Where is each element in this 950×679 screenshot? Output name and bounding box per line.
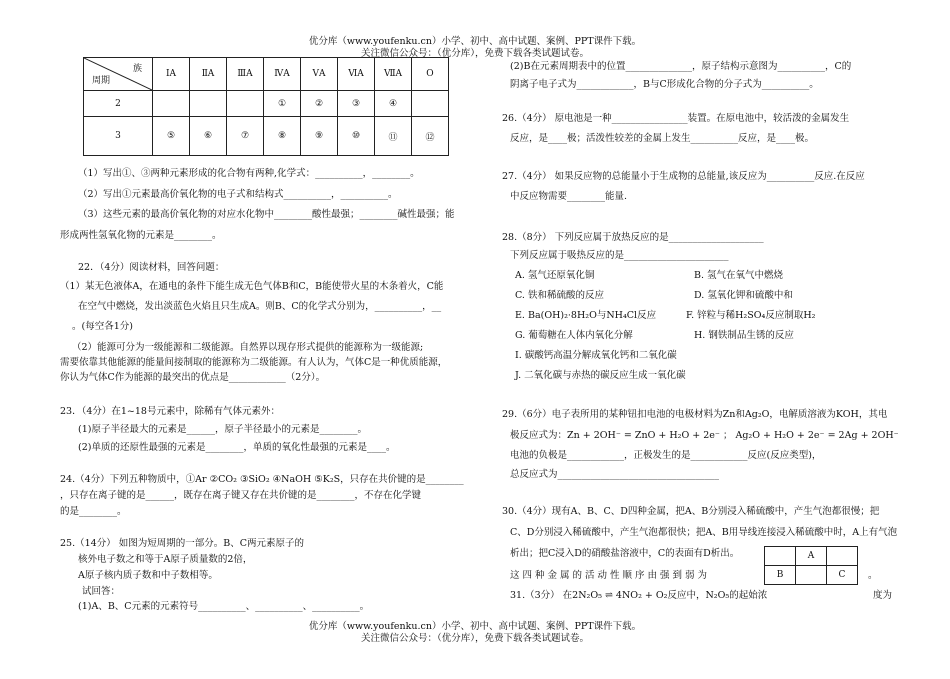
q25-part1: (1)A、B、C元素的元素符号__________、__________、__________。 bbox=[78, 601, 370, 612]
header-line-2: 关注微信公众号：（优分库），免费下载各类试题试卷。 bbox=[360, 48, 589, 59]
q30-line4: 这四种金属的活动性顺序由强到弱为 bbox=[510, 570, 711, 581]
table-cell: ⑩ bbox=[338, 117, 375, 156]
table-cell: ① bbox=[264, 91, 301, 117]
q30-line2: C、D分别浸入稀硫酸中，产生气泡都很快；把A、B用导线连接浸入稀硫酸中时，A上有气泡 bbox=[510, 527, 898, 538]
q28-option-j: J. 二氧化碳与赤热的碳反应生成一氧化碳 bbox=[515, 370, 686, 381]
group-header: ⅢA bbox=[227, 58, 264, 91]
q28-option-d: D. 氢氧化钾和硫酸中和 bbox=[694, 290, 793, 301]
q30-line1: 30.（4分）现有A、B、C、D四种金属，把A、B分别浸入稀硫酸中，产生气泡都很慢；把 bbox=[502, 506, 880, 517]
table-cell: ⑧ bbox=[264, 117, 301, 156]
q29-line2: 极反应式为：Zn + 2OH⁻ = ZnO + H₂O + 2e⁻ ； Ag₂O + H₂O + 2e⁻ = 2Ag + 2OH⁻ bbox=[510, 430, 899, 441]
q22-title: 22．（4分）阅读材料，回答问题： bbox=[78, 262, 225, 273]
q22-p1-line1: （1）某无色液体A，在通电的条件下能生成无色气体B和C，B能使带火星的木条着火，C能 bbox=[60, 281, 444, 292]
q27-line2: 中反应物需要________能量. bbox=[510, 191, 628, 202]
q27-line1: 27.（4分） 如果反应物的总能量小于生成物的总能量,该反应为__________反应.在反应 bbox=[502, 171, 865, 182]
q31-line1-end: 度为 bbox=[873, 590, 893, 601]
q28-line1: 28.（8分） 下列反应属于放热反应的是____________________ bbox=[502, 232, 764, 243]
periodic-table-fragment bbox=[83, 57, 449, 156]
table-cell bbox=[227, 91, 264, 117]
grid-cell bbox=[796, 566, 827, 585]
q28-option-e: E. Ba(OH)₂·8H₂O与NH₄Cl反应 bbox=[515, 310, 657, 321]
q21-part3-cont: 形成两性氢氧化物的元素是________。 bbox=[60, 230, 222, 241]
footer-line-2: 关注微信公众号：（优分库），免费下载各类试题试卷。 bbox=[360, 633, 589, 644]
table-cell: ④ bbox=[375, 91, 412, 117]
q24-line3: 的是________。 bbox=[60, 506, 127, 517]
q28-line2: 下列反应属于吸热反应的是______________________ bbox=[510, 250, 729, 261]
q26-line2: 反应，是____极；活泼性较差的金属上发生__________反应，是____极。 bbox=[510, 133, 815, 144]
table-cell bbox=[412, 91, 449, 117]
q28-option-f: F. 锌粒与稀H₂SO₄反应制取H₂ bbox=[686, 310, 816, 321]
table-cell: ⑦ bbox=[227, 117, 264, 156]
footer-line-1: 优分库（www.youfenku.cn）小学、初中、高中试题、案例、PPT课件下载。 bbox=[308, 621, 642, 632]
q28-option-c: C. 铁和稀硫酸的反应 bbox=[515, 290, 604, 301]
group-header: ⅥA bbox=[338, 58, 375, 91]
table-cell: ⑤ bbox=[153, 117, 190, 156]
period-label: 2 bbox=[84, 91, 153, 117]
q28-option-b: B. 氢气在氧气中燃烧 bbox=[694, 270, 784, 281]
header-line-1: 优分库（www.youfenku.cn）小学、初中、高中试题、案例、PPT课件下载。 bbox=[308, 36, 642, 47]
table-cell: ⑪ bbox=[375, 117, 412, 156]
table-corner bbox=[84, 58, 153, 91]
q28-option-i: I. 碳酸钙高温分解成氧化钙和二氧化碳 bbox=[515, 350, 677, 361]
q31-line1: 31.（3分） 在2N₂O₅ ⇌ 4NO₂ + O₂反应中，N₂O₅的起始浓 bbox=[510, 590, 768, 601]
group-header: ⅡA bbox=[190, 58, 227, 91]
q21-part3: （3）这些元素的最高价氧化物的对应水化物中________酸性最强；________碱性最强；能 bbox=[78, 209, 455, 220]
table-cell: ⑨ bbox=[301, 117, 338, 156]
period-label: 3 bbox=[84, 117, 153, 156]
q25-line3: A原子核内质子数和中子数相等。 bbox=[78, 570, 218, 581]
grid-cell bbox=[827, 547, 858, 566]
q28-option-g: G. 葡萄糖在人体内氧化分解 bbox=[515, 330, 633, 341]
q25-line2: 核外电子数之和等于A原子质量数的2倍， bbox=[78, 554, 253, 565]
q22-p2-line2: 需要依靠其他能源的能量间接制取的能源称为二级能源。有人认为，气体C是一种优质能源， bbox=[60, 357, 448, 368]
group-header: ⅣA bbox=[264, 58, 301, 91]
q23-title: 23．（4分）在1~18号元素中，除稀有气体元素外： bbox=[60, 406, 280, 417]
corner-period-label: 周期 bbox=[92, 76, 111, 86]
q22-p2-line1: （2）能源可分为一级能源和二级能源。自然界以现存形式提供的能源称为一级能源; bbox=[72, 342, 424, 353]
q30-line3: 析出；把C浸入D的硝酸盐溶液中，C的表面有D析出。 bbox=[510, 548, 740, 559]
metal-position-grid bbox=[764, 546, 858, 585]
grid-trailer: 。 bbox=[868, 570, 878, 581]
grid-cell: C bbox=[827, 566, 858, 585]
q22-p1-line2: 在空气中燃烧，发出淡蓝色火焰且只生成A。则B、C的化学式分别为，__________，__ bbox=[78, 301, 442, 312]
table-cell bbox=[190, 91, 227, 117]
q24-line1: 24.（4分）下列五种物质中，①Ar ②CO₂ ③SiO₂ ④NaOH ⑤K₂S，只存在共价键的是________ bbox=[60, 474, 464, 485]
grid-cell: B bbox=[765, 566, 796, 585]
q25-prompt: 试回答： bbox=[82, 586, 121, 597]
q24-line2: ，只存在离子键的是______，既存在离子键又存在共价键的是________，不存在化学键 bbox=[60, 490, 422, 501]
table-cell: ⑥ bbox=[190, 117, 227, 156]
q22-p2-line3: 你认为气体C作为能源的最突出的优点是____________（2分）。 bbox=[60, 372, 326, 383]
table-cell: ② bbox=[301, 91, 338, 117]
table-cell: ⑫ bbox=[412, 117, 449, 156]
table-cell: ③ bbox=[338, 91, 375, 117]
q22-p1-note: 。(每空各1分) bbox=[72, 321, 133, 332]
q26-line1: 26.（4分） 原电池是一种________________装置。在原电池中，较活泼的金属发生 bbox=[502, 113, 850, 124]
q21-part1: （1）写出①、③两种元素形成的化合物有两种,化学式：__________，________。 bbox=[78, 168, 420, 179]
q29-line1: 29.（6分）电子表所用的某种钮扣电池的电极材料为Zn和Ag₂O，电解质溶液为KOH，其电 bbox=[502, 409, 888, 420]
q23-part2: (2)单质的还原性最强的元素是________，单质的氧化性最强的元素是____。 bbox=[78, 442, 396, 453]
q28-option-a: A. 氢气还原氧化铜 bbox=[515, 270, 595, 281]
group-header: ⅠA bbox=[153, 58, 190, 91]
corner-group-label: 族 bbox=[132, 64, 142, 74]
q25-line1: 25.（14分） 如图为短周期的一部分。B、C两元素原子的 bbox=[60, 538, 304, 549]
q28-option-h: H. 钢铁制品生锈的反应 bbox=[694, 330, 794, 341]
group-header: O bbox=[412, 58, 449, 91]
group-header: ⅤA bbox=[301, 58, 338, 91]
q29-line3: 电池的负极是____________，正极发生的是____________反应(反应类型)， bbox=[510, 450, 822, 461]
group-header: ⅦA bbox=[375, 58, 412, 91]
grid-cell: A bbox=[796, 547, 827, 566]
q25-part2-line1: (2)B在元素周期表中的位置______________，原子结构示意图为__________，C的 bbox=[510, 61, 852, 72]
table-cell bbox=[153, 91, 190, 117]
q23-part1: (1)原子半径最大的元素是______，原子半径最小的元素是________。 bbox=[78, 424, 367, 435]
q25-part2-line2: 阴离子电子式为____________，B与C形成化合物的分子式为__________。 bbox=[510, 79, 819, 90]
grid-cell bbox=[765, 547, 796, 566]
q29-line4: 总反应式为__________________________________ bbox=[510, 469, 720, 480]
q21-part2: （2）写出①元素最高价氧化物的电子式和结构式__________，__________。 bbox=[78, 189, 398, 200]
